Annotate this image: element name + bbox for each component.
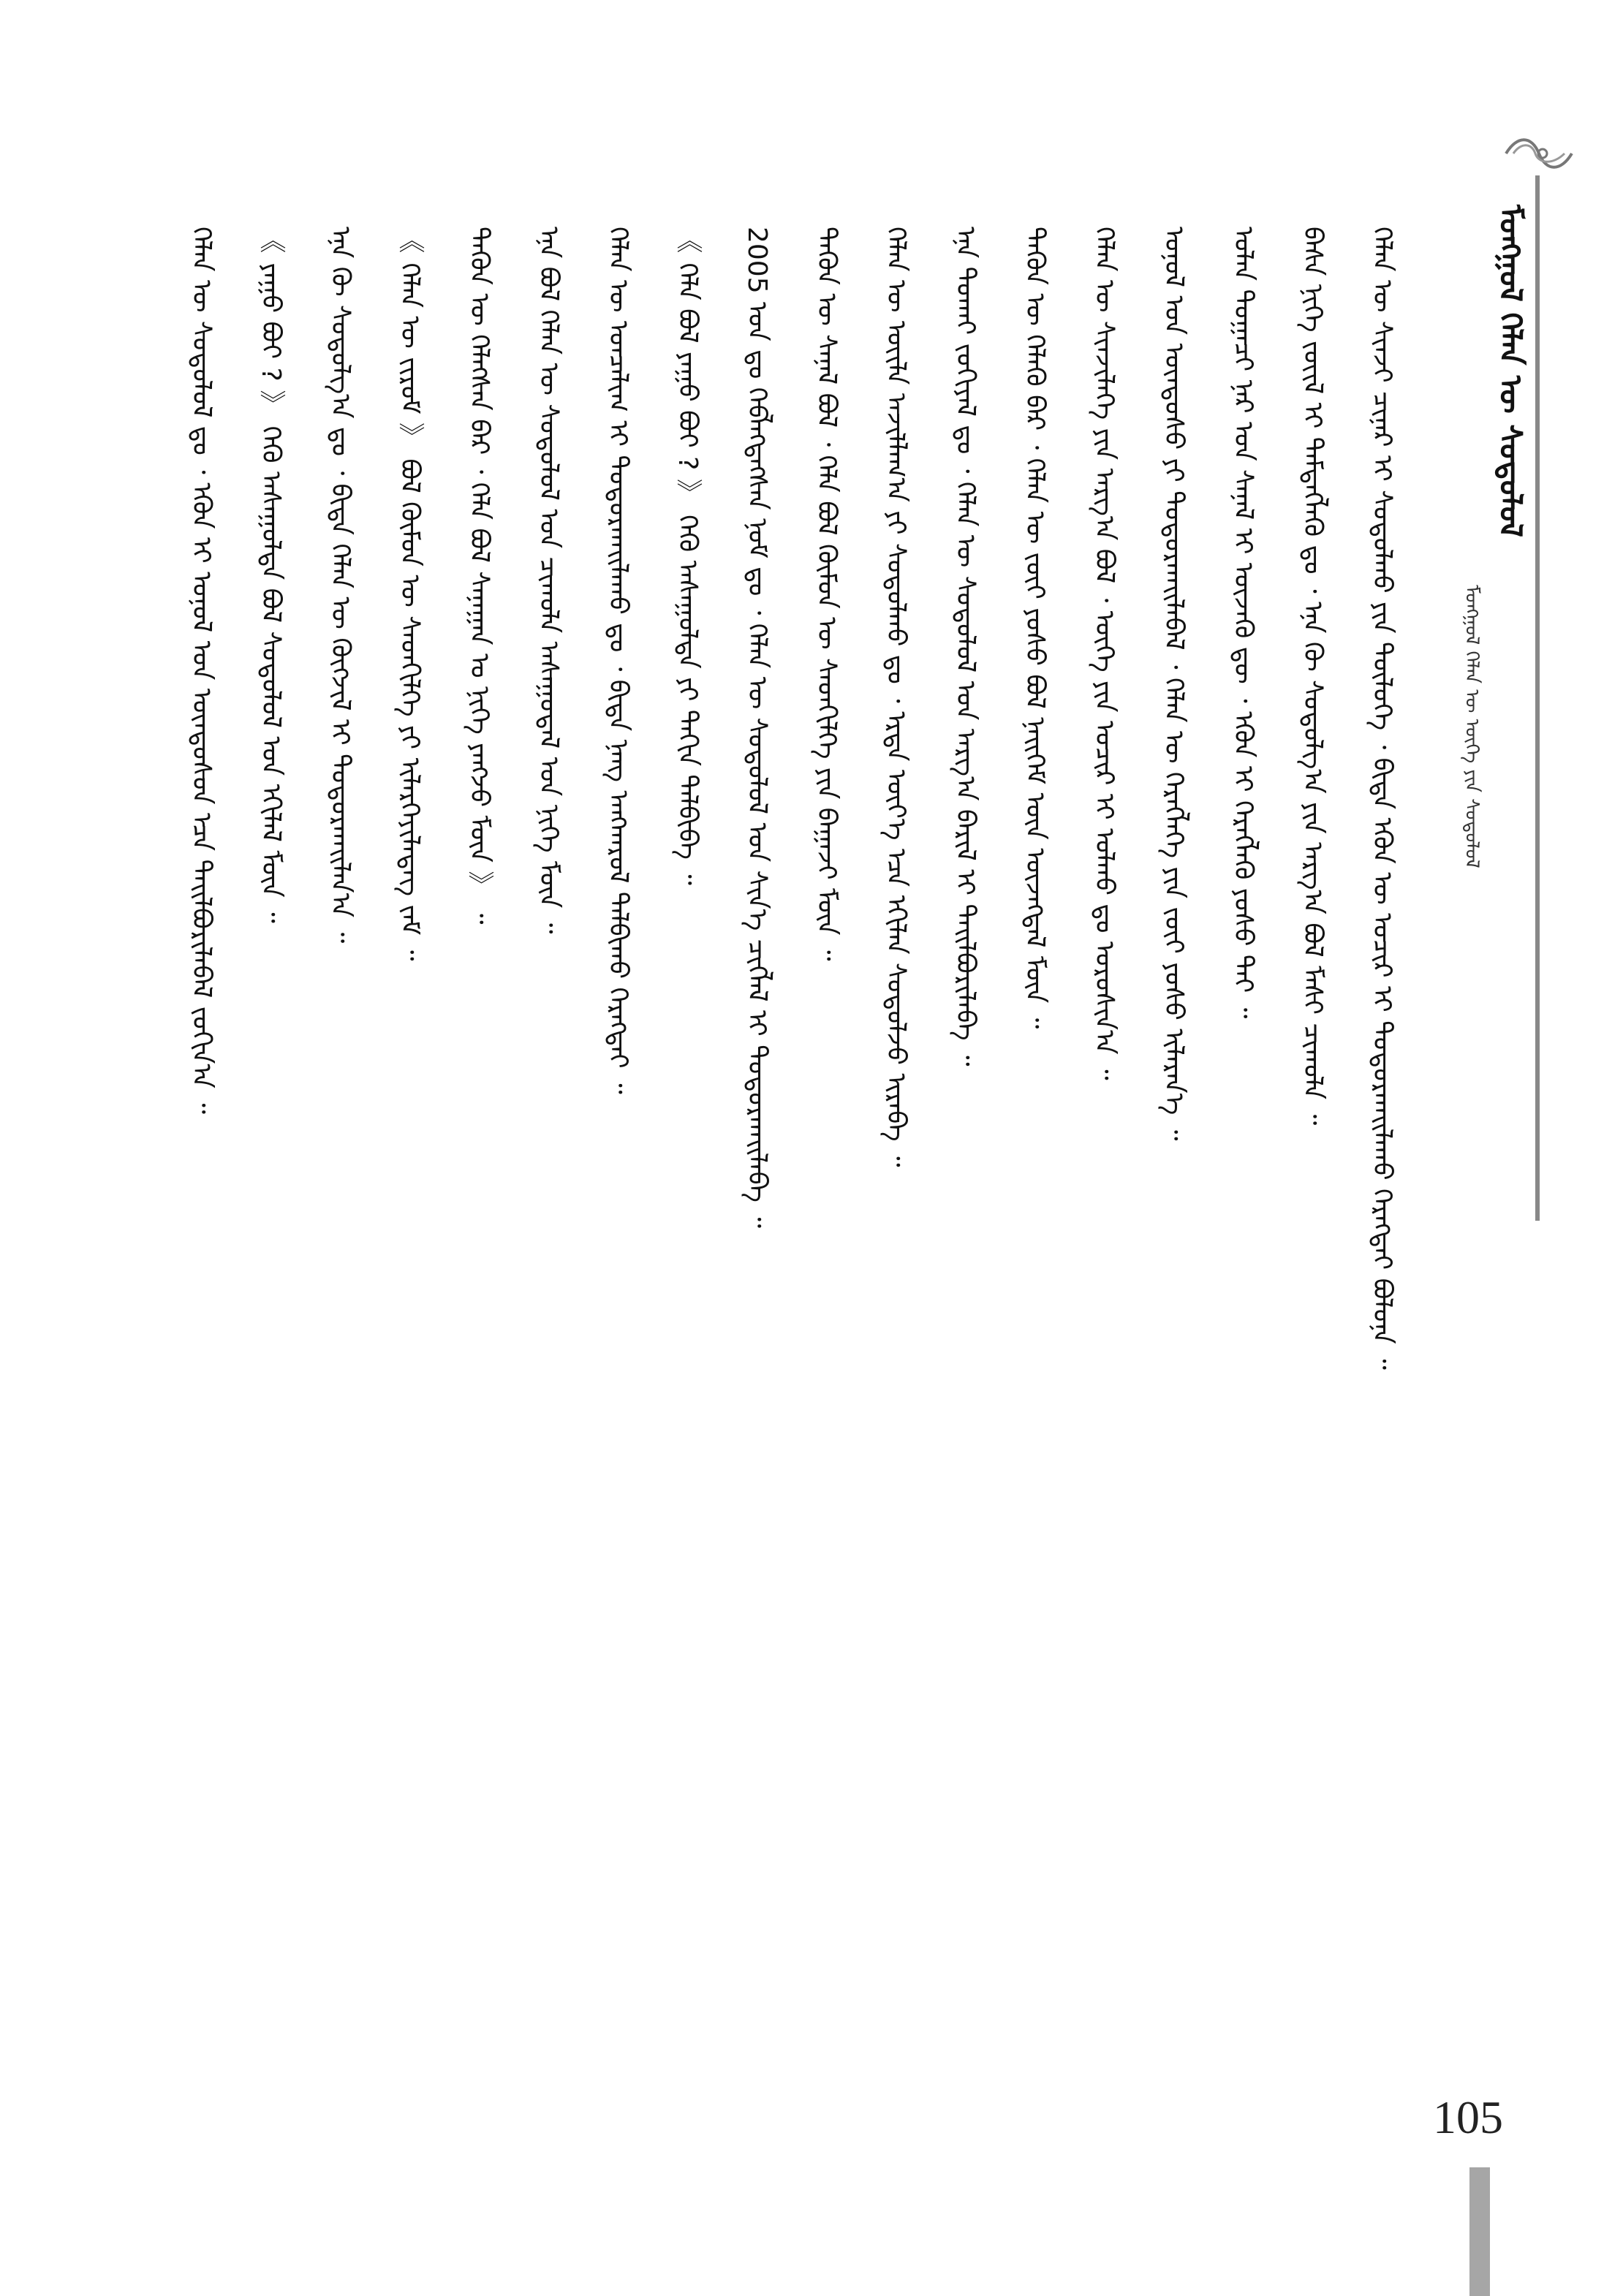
text-column: 《 ᠬᠡᠯᠡ ᠪᠣᠯ ᠶᠠᠭᠤ ᠪᠣᠢ ? 》 ᠭᠡᠬᠦ ᠠᠰᠠᠭᠤᠯᠲᠠ ᠶᠢ ᠳᠠᠬᠢᠨ ᠲᠠᠯᠪᠢᠪᠠ ᠃: [673, 227, 703, 885]
text-column: ᠬᠡᠯᠡᠨ ᠦ ᠰᠤᠳᠤᠯᠤᠯ ᠳᠤ ᠂ ᠡᠭᠦᠨ ᠢ ᠣᠨᠣᠯ ᠤᠨ ᠦᠨᠳᠦᠰᠦᠨ ᠡᠴᠡ ᠲᠠᠢᠯᠪᠤᠷᠢᠯᠠᠪᠠᠯ ᠵᠣᠬᠢᠨ᠎ᠠ ᠃: [186, 227, 216, 1114]
text-column: ᠬᠡᠯᠡᠨ ᠦ ᠰᠢᠨᠵᠢᠯᠡᠭᠡ ᠶᠢᠨ ᠠᠷᠭ᠎ᠠ ᠪᠣᠯ ᠂ ᠦᠭᠡ ᠶᠢᠨ ᠤᠴᠢᠷ ᠢ ᠣᠯᠬᠤ ᠳᠤ ᠣᠷᠣᠰᠢᠨ᠎ᠠ ᠃: [1089, 227, 1119, 1080]
text-column: ᠲᠡᠭᠦᠨ ᠦ ᠬᠡᠯᠡᠬᠦ ᠪᠡᠷ ᠂ ᠬᠡᠯᠡᠨ ᠦ ᠵᠦᠢ ᠶᠣᠰᠣ ᠪᠣᠯ ᠨᠡᠢᠭᠡᠮ ᠦᠨ ᠦᠵᠡᠭᠳᠡᠯ ᠮᠥᠨ ᠃: [1020, 227, 1050, 1029]
text-column: 《 ᠶᠠᠭᠤ ᠪᠣᠢ ? 》 ᠭᠡᠬᠦ ᠠᠰᠠᠭᠤᠯᠲᠠ ᠪᠣᠯ ᠰᠤᠳᠤᠯᠤᠯ ᠤᠨ ᠡᠬᠢᠯᠡᠯ ᠮᠥᠨ ᠃: [256, 227, 286, 923]
text-column: ᠲᠡᠭᠦᠨ ᠦ ᠬᠡᠯᠡᠭᠰᠡᠨ ᠪᠡᠷ ᠂ ᠬᠡᠯᠡ ᠪᠣᠯ ᠰᠠᠨᠠᠭᠠᠨ ᠤ ᠨᠢᠭᠡ ᠶᠠᠩᠵᠤ ᠮᠥᠨ 》 ᠃: [464, 227, 494, 925]
text-column: 2005 ᠣᠨ ᠳᠤ ᠬᠡᠪᠯᠡᠭᠳᠡᠭᠰᠡᠨ ᠨᠣᠮ ᠳᠤ ᠂ ᠬᠡᠯᠡᠨ ᠦ ᠰᠤᠳᠤᠯᠤᠯ ᠤᠨ ᠰᠢᠨ᠎ᠡ ᠴᠢᠭᠯᠡᠯ ᠢ ᠲᠣᠳᠣᠷᠬᠠᠢᠯᠠᠪᠠ ᠃: [742, 227, 772, 1228]
running-head-subtitle: ᠮᠣᠩᠭᠣᠯ ᠬᠡᠯᠡᠨ ᠦ ᠦᠭᠡ ᠶᠢᠨ ᠰᠤᠳᠤᠯᠤᠯ: [1461, 585, 1483, 868]
text-column: ᠣᠯᠠᠨ ᠲᠣᠭᠠᠴᠢ ᠨᠠᠷ ᠤᠨ ᠰᠠᠨᠠᠯ ᠢ ᠦᠵᠡᠬᠦ ᠳᠦ ᠂ ᠡᠭᠦᠨ ᠢ ᠬᠡᠷᠡᠭᠯᠡᠬᠦ ᠶᠣᠰᠣ ᠲᠠᠢ ᠃: [1228, 227, 1258, 1019]
running-head-title: ᠮᠣᠩᠭᠣᠯ ᠬᠡᠯᠡᠨ ᠦ ᠰᠤᠳᠤᠯᠤᠯ: [1493, 205, 1529, 537]
text-column: ᠬᠡᠯᠡᠨ ᠦ ᠰᠢᠨᠵᠢ ᠴᠢᠨᠠᠷ ᠢ ᠰᠤᠳᠤᠯᠬᠤ ᠶᠢᠨ ᠲᠥᠯᠥᠭᠡ ᠂ ᠪᠢᠳᠡ ᠡᠭᠦᠨ ᠦ ᠤᠴᠢᠷ ᠢ ᠲᠣᠳᠣᠷᠬᠠᠢᠯᠠᠬᠤ ᠬᠡᠷᠡᠭᠲᠡᠢ ᠪᠣᠯᠤᠨᠠ ᠃: [1367, 227, 1397, 1370]
text-column: ᠬᠡᠯᠡᠨ ᠦ ᠦᠢᠯᠡ ᠠᠵᠢᠯᠯᠠᠭ᠎ᠠ ᠶᠢ ᠰᠤᠳᠤᠯᠬᠤ ᠳᠤ ᠂ ᠡᠷᠲᠡ ᠦᠶ᠎ᠡ ᠡᠴᠡ ᠡᠬᠢᠯᠡᠨ ᠰᠤᠳᠤᠯᠵᠤ ᠢᠷᠡᠪᠡ ᠃: [881, 227, 911, 1167]
ornament-icon: [1499, 132, 1586, 175]
text-column: ᠪᠠᠰᠠ ᠨᠢᠭᠡ ᠵᠦᠢᠯ ᠢ ᠲᠡᠮᠳᠡᠭᠯᠡᠬᠦ ᠳᠤ ᠂ ᠡᠨᠡ ᠬᠦ ᠰᠤᠳᠤᠯᠭ᠎ᠠ ᠶᠢᠨ ᠠᠷᠭ᠎ᠠ ᠪᠣᠯ ᠮᠠᠰᠢ ᠴᠢᠬᠤᠯᠠ ᠃: [1298, 227, 1328, 1126]
text-column: 《 ᠬᠡᠯᠡᠨ ᠦ ᠵᠢᠷᠤᠮ 》 ᠪᠣᠯ ᠬᠥᠮᠦᠨ ᠦ ᠰᠡᠳᠬᠢᠯᠭᠡ ᠶᠢ ᠢᠯᠡᠷᠬᠡᠶᠢᠯᠡᠳᠡᠭ ᠵᠠᠮ ᠃: [395, 227, 425, 961]
text-column: ᠣᠨᠣᠯ ᠤᠨ ᠦᠨᠳᠦᠰᠦ ᠶᠢ ᠲᠣᠳᠣᠷᠬᠠᠢᠯᠠᠪᠠᠯ ᠂ ᠬᠡᠯᠡᠨ ᠦ ᠬᠡᠷᠡᠭᠯᠡᠭᠡ ᠶᠢᠨ ᠵᠦᠢ ᠶᠣᠰᠣ ᠢᠯᠡᠷᠡᠨ᠎ᠡ ᠃: [1159, 227, 1189, 1141]
text-column: ᠲᠡᠭᠦᠨ ᠦ ᠰᠠᠨᠠᠯ ᠪᠣᠯ ᠂ ᠬᠡᠯᠡ ᠪᠣᠯ ᠬᠥᠮᠦᠨ ᠦ ᠰᠡᠳᠬᠢᠯᠭᠡ ᠶᠢᠨ ᠪᠠᠭᠠᠵᠢ ᠮᠥᠨ ᠃: [812, 227, 841, 961]
running-head: [1455, 175, 1528, 1221]
thumb-tab: [1469, 2167, 1490, 2296]
text-column: ᠬᠡᠯᠡᠨ ᠦ ᠣᠨᠴᠠᠯᠢᠭ ᠢ ᠲᠣᠳᠣᠷᠬᠠᠢᠯᠠᠬᠤ ᠳᠤ ᠂ ᠪᠢᠳᠡ ᠨᠡᠩ ᠠᠩᠬᠠᠷᠤᠯ ᠲᠠᠯᠪᠢᠬᠤ ᠬᠡᠷᠡᠭᠲᠡᠢ ᠃: [603, 227, 633, 1094]
text-column: ᠡᠨᠡ ᠬᠦ ᠰᠤᠳᠤᠯᠭ᠎ᠠ ᠳᠤ ᠂ ᠪᠢᠳᠡ ᠬᠡᠯᠡᠨ ᠦ ᠬᠥᠭᠵᠢᠯ ᠢ ᠲᠣᠳᠣᠷᠬᠠᠢᠯᠠᠨ᠎ᠠ ᠃: [325, 227, 355, 944]
text-body: [175, 227, 1433, 2017]
page-number: 105: [1433, 2091, 1503, 2143]
text-column: ᠡᠨᠡ ᠲᠤᠬᠠᠢ ᠵᠣᠬᠢᠶᠠᠯ ᠳᠤ ᠂ ᠬᠡᠯᠡᠨ ᠦ ᠰᠤᠳᠤᠯᠤᠯ ᠤᠨ ᠠᠷᠭ᠎ᠠ ᠪᠠᠷᠢᠯ ᠢ ᠲᠠᠢᠯᠪᠤᠷᠢᠯᠠᠪᠠ ᠃: [950, 227, 980, 1066]
text-column: ᠡᠨᠡ ᠪᠣᠯ ᠬᠡᠯᠡᠨ ᠦ ᠰᠤᠳᠤᠯᠤᠯ ᠤᠨ ᠴᠢᠬᠤᠯᠠ ᠠᠰᠠᠭᠤᠳᠠᠯ ᠤᠨ ᠨᠢᠭᠡ ᠮᠥᠨ ᠃: [534, 227, 564, 934]
